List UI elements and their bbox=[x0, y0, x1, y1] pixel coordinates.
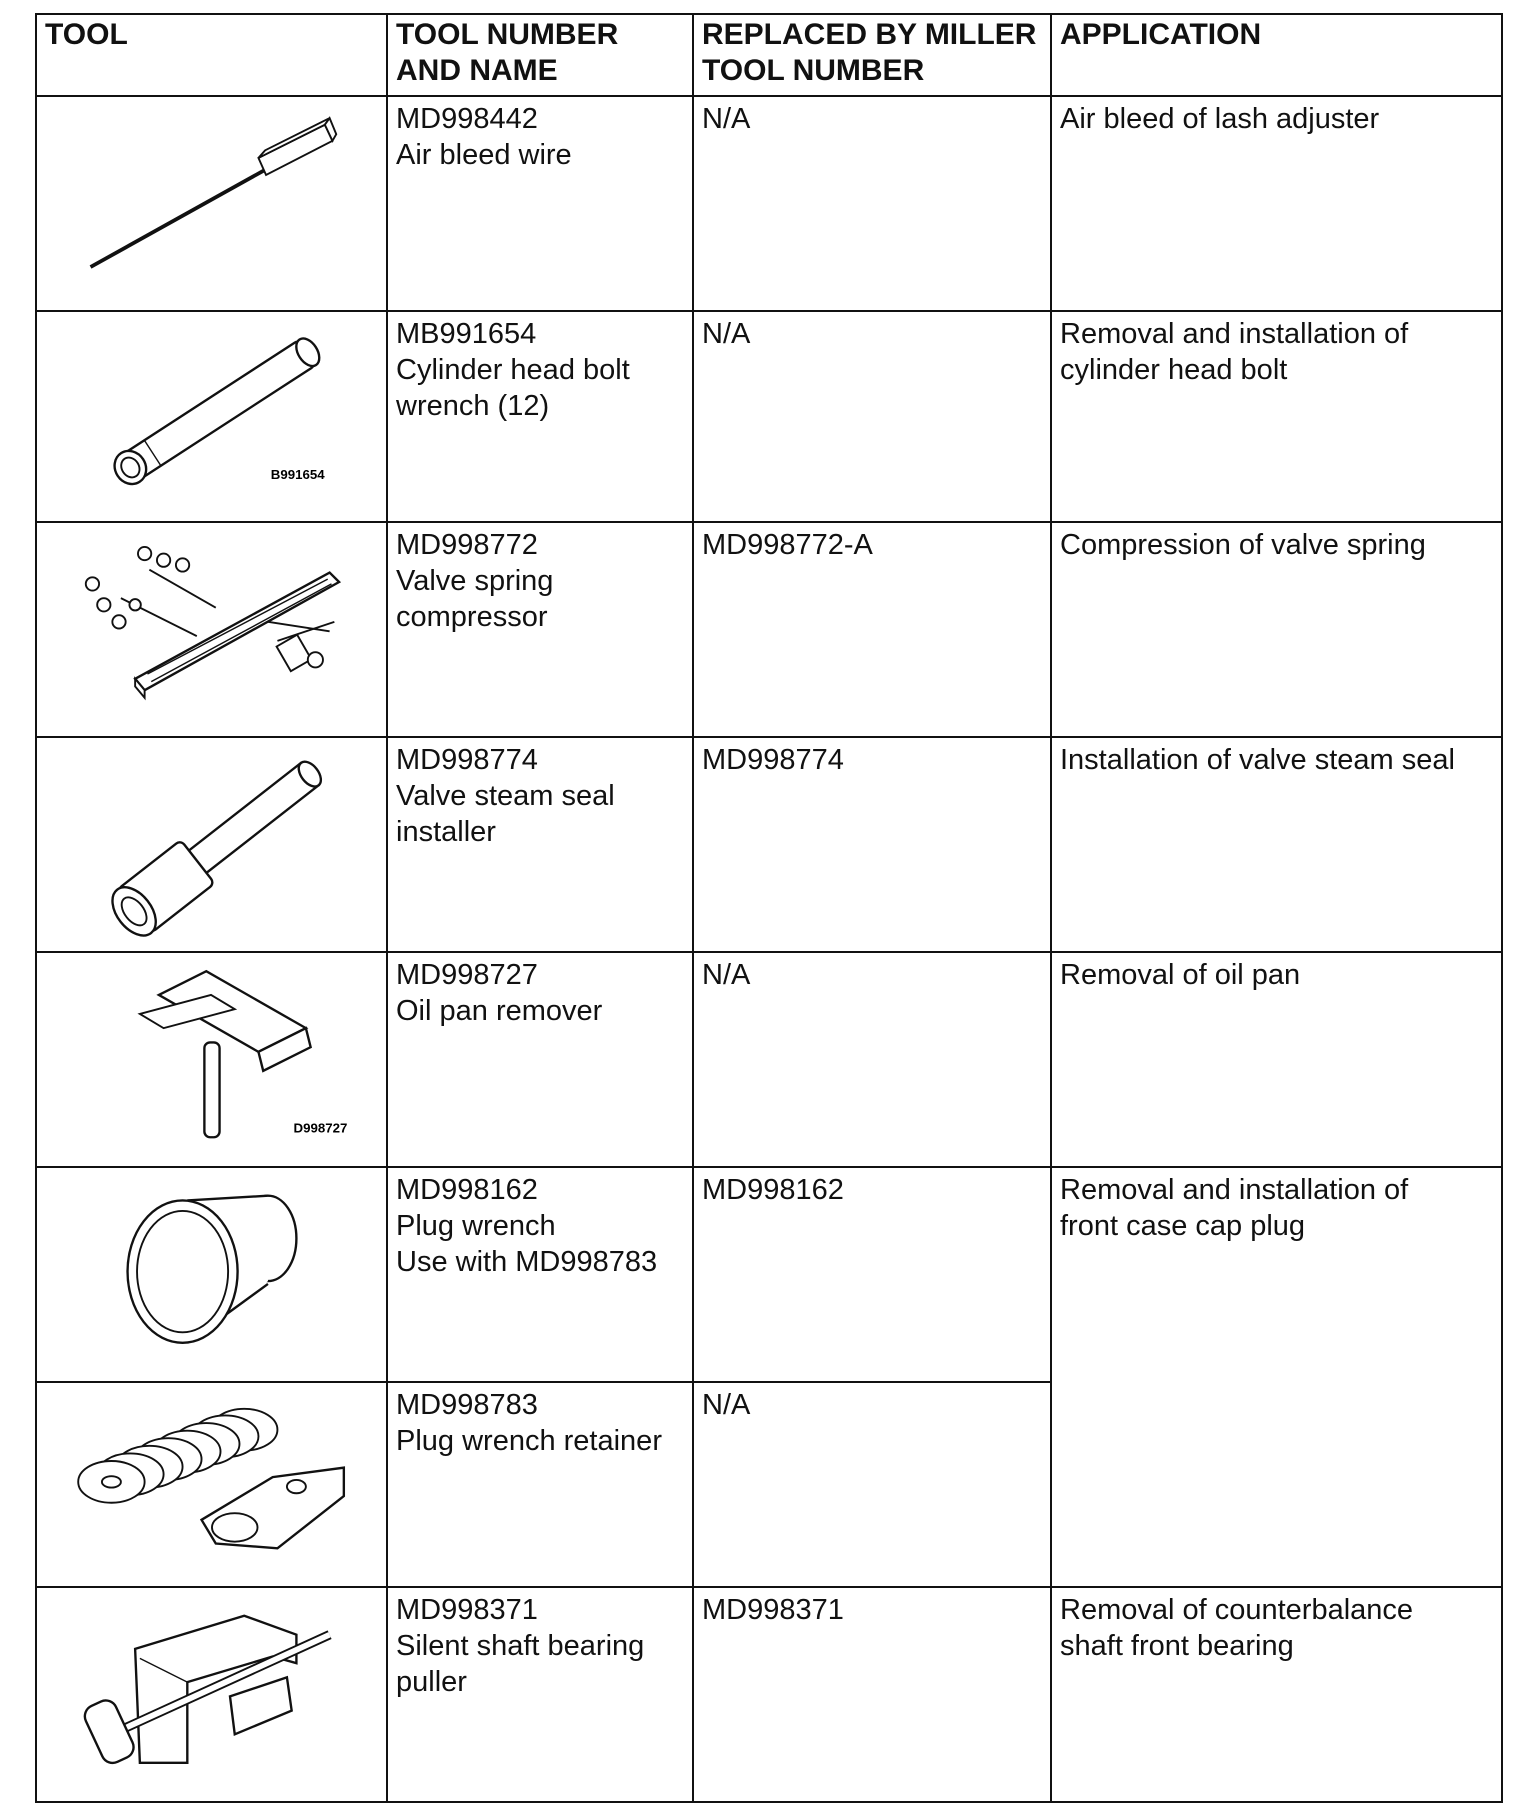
tool-code-caption: B991654 bbox=[270, 467, 325, 483]
tool-number-cell: MD998783 Plug wrench retainer bbox=[387, 1382, 693, 1587]
replaced-by-cell: MD998772-A bbox=[693, 522, 1051, 737]
replaced-by-cell: MD998371 bbox=[693, 1587, 1051, 1802]
seal-installer-icon bbox=[45, 742, 378, 946]
table-row bbox=[36, 1167, 1502, 1382]
header-application: APPLICATION bbox=[1051, 14, 1502, 96]
tool-code-caption: D998727 bbox=[293, 1120, 348, 1136]
application-cell: Air bleed of lash adjuster bbox=[1051, 96, 1502, 311]
replaced-by-cell: N/A bbox=[693, 311, 1051, 522]
application-cell: Removal and installation of cylinder head bolt bbox=[1051, 311, 1502, 522]
air-bleed-wire-icon bbox=[36, 96, 387, 311]
header-tool-number: TOOL NUMBER AND NAME bbox=[387, 14, 693, 96]
tool-number-cell: MD998772 Valve spring compressor bbox=[387, 522, 693, 737]
plug-wrench-icon bbox=[45, 1172, 378, 1376]
head-bolt-wrench-icon bbox=[45, 316, 378, 516]
head-bolt-wrench-icon bbox=[36, 311, 387, 522]
replaced-by-cell: MD998774 bbox=[693, 737, 1051, 952]
valve-spring-compressor-icon bbox=[45, 527, 378, 731]
header-tool: TOOL bbox=[36, 14, 387, 96]
replaced-by-cell: N/A bbox=[693, 1382, 1051, 1587]
valve-spring-compressor-icon bbox=[36, 522, 387, 737]
bearing-puller-icon bbox=[45, 1592, 378, 1796]
plug-wrench-retainer-icon bbox=[45, 1387, 378, 1581]
oil-pan-remover-icon bbox=[36, 952, 387, 1167]
special-tools-table bbox=[35, 13, 1503, 1803]
table-header-row bbox=[36, 14, 1502, 96]
application-cell: Removal of counterbalance shaft front bearing bbox=[1051, 1587, 1502, 1802]
application-cell: Removal of oil pan bbox=[1051, 952, 1502, 1167]
replaced-by-cell: N/A bbox=[693, 952, 1051, 1167]
application-cell: Installation of valve steam seal bbox=[1051, 737, 1502, 952]
table-row bbox=[36, 522, 1502, 737]
plug-wrench-icon bbox=[36, 1167, 387, 1382]
tool-number-cell: MD998727 Oil pan remover bbox=[387, 952, 693, 1167]
application-cell: Compression of valve spring bbox=[1051, 522, 1502, 737]
table-row bbox=[36, 96, 1502, 311]
header-replaced-by: REPLACED BY MILLER TOOL NUMBER bbox=[693, 14, 1051, 96]
table-row bbox=[36, 737, 1502, 952]
tool-number-cell: MD998774 Valve steam seal installer bbox=[387, 737, 693, 952]
bearing-puller-icon bbox=[36, 1587, 387, 1802]
application-cell: Removal and installation of front case cap plug bbox=[1051, 1167, 1502, 1587]
table-row bbox=[36, 952, 1502, 1167]
air-bleed-wire-icon bbox=[45, 101, 378, 305]
table-row bbox=[36, 311, 1502, 522]
replaced-by-cell: N/A bbox=[693, 96, 1051, 311]
tool-number-cell: MD998371 Silent shaft bearing puller bbox=[387, 1587, 693, 1802]
tool-number-cell: MD998442 Air bleed wire bbox=[387, 96, 693, 311]
tool-number-cell: MD998162 Plug wrench Use with MD998783 bbox=[387, 1167, 693, 1382]
replaced-by-cell: MD998162 bbox=[693, 1167, 1051, 1382]
oil-pan-remover-icon bbox=[45, 957, 378, 1161]
seal-installer-icon bbox=[36, 737, 387, 952]
table-row bbox=[36, 1587, 1502, 1802]
plug-wrench-retainer-icon bbox=[36, 1382, 387, 1587]
tool-number-cell: MB991654 Cylinder head bolt wrench (12) bbox=[387, 311, 693, 522]
